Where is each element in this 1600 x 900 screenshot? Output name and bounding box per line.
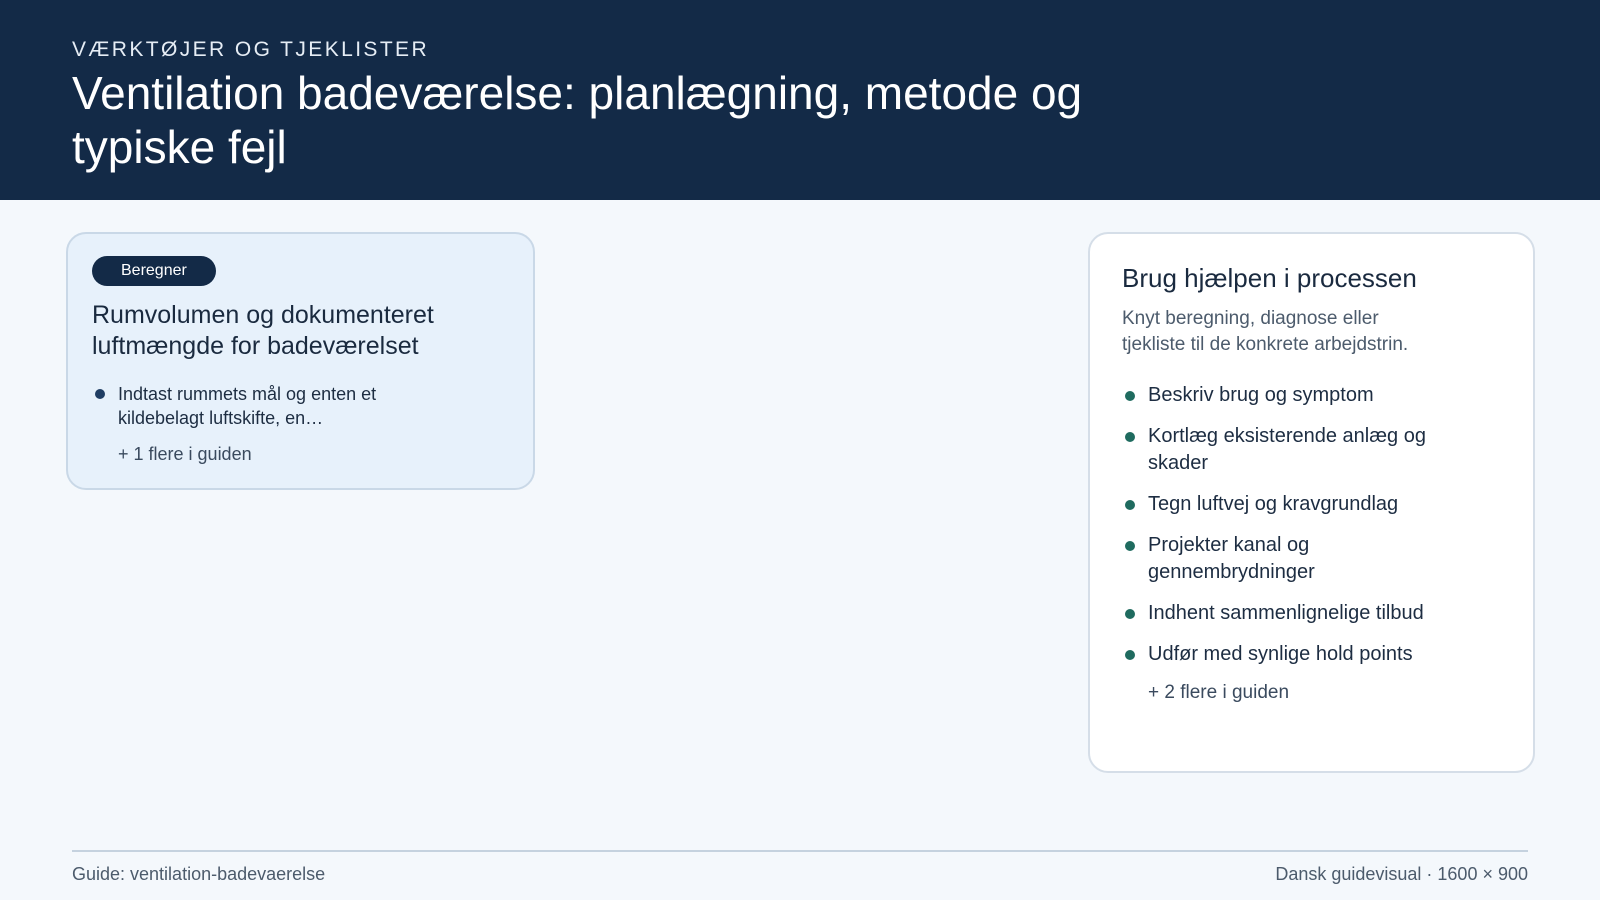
list-item-text: Tegn luftvej og kravgrundlag <box>1148 493 1399 515</box>
help-more-link[interactable]: + 2 flere i guiden <box>1148 682 1290 703</box>
list-item <box>1122 382 1478 409</box>
page-header <box>0 0 1600 200</box>
bullet-dot-icon <box>1125 650 1135 660</box>
bullet-dot-icon <box>1125 609 1135 619</box>
calculator-card-title: Rumvolumen og dokumenteret luftmængde for badeværelset <box>92 301 434 360</box>
list-item-text: Projekter kanal og gennembrydninger <box>1148 534 1315 583</box>
calculator-badge: Beregner <box>92 256 216 286</box>
list-item <box>1122 491 1478 518</box>
help-card-subtitle: Knyt beregning, diagnose eller tjekliste til de konkrete arbejdstrin. <box>1122 308 1409 355</box>
help-card <box>1088 232 1535 773</box>
help-card-title: Brug hjælpen i processen <box>1122 263 1417 293</box>
page-title: Ventilation badeværelse: planlægning, metode og typiske fejl <box>72 67 1083 173</box>
bullet-dot-icon <box>1125 391 1135 401</box>
list-item-text: Beskriv brug og symptom <box>1148 384 1374 406</box>
list-item <box>92 382 448 430</box>
list-item <box>1122 600 1478 627</box>
process-step-list <box>1122 382 1501 668</box>
bullet-dot-icon <box>1125 541 1135 551</box>
list-item <box>1122 532 1478 586</box>
bullet-dot-icon <box>95 389 105 399</box>
calculator-card[interactable] <box>66 232 535 490</box>
section-eyebrow: VÆRKTØJER OG TJEKLISTER <box>72 38 430 61</box>
list-item-text: Udfør med synlige hold points <box>1148 643 1413 665</box>
bullet-dot-icon <box>1125 500 1135 510</box>
calculator-list <box>92 382 509 430</box>
list-item-text: Kortlæg eksisterende anlæg og skader <box>1148 425 1426 474</box>
footer-divider <box>72 850 1528 852</box>
footer-meta: Dansk guidevisual · 1600 × 900 <box>1275 864 1528 884</box>
list-item-text: Indtast rummets mål og enten et kildebelagt luftskifte, en… <box>118 384 377 428</box>
bullet-dot-icon <box>1125 432 1135 442</box>
list-item <box>1122 641 1478 668</box>
list-item-text: Indhent sammenlignelige tilbud <box>1148 602 1424 624</box>
calculator-more-link[interactable]: + 1 flere i guiden <box>118 444 252 464</box>
footer-guide-slug: Guide: ventilation-badevaerelse <box>72 864 326 884</box>
list-item <box>1122 423 1478 477</box>
